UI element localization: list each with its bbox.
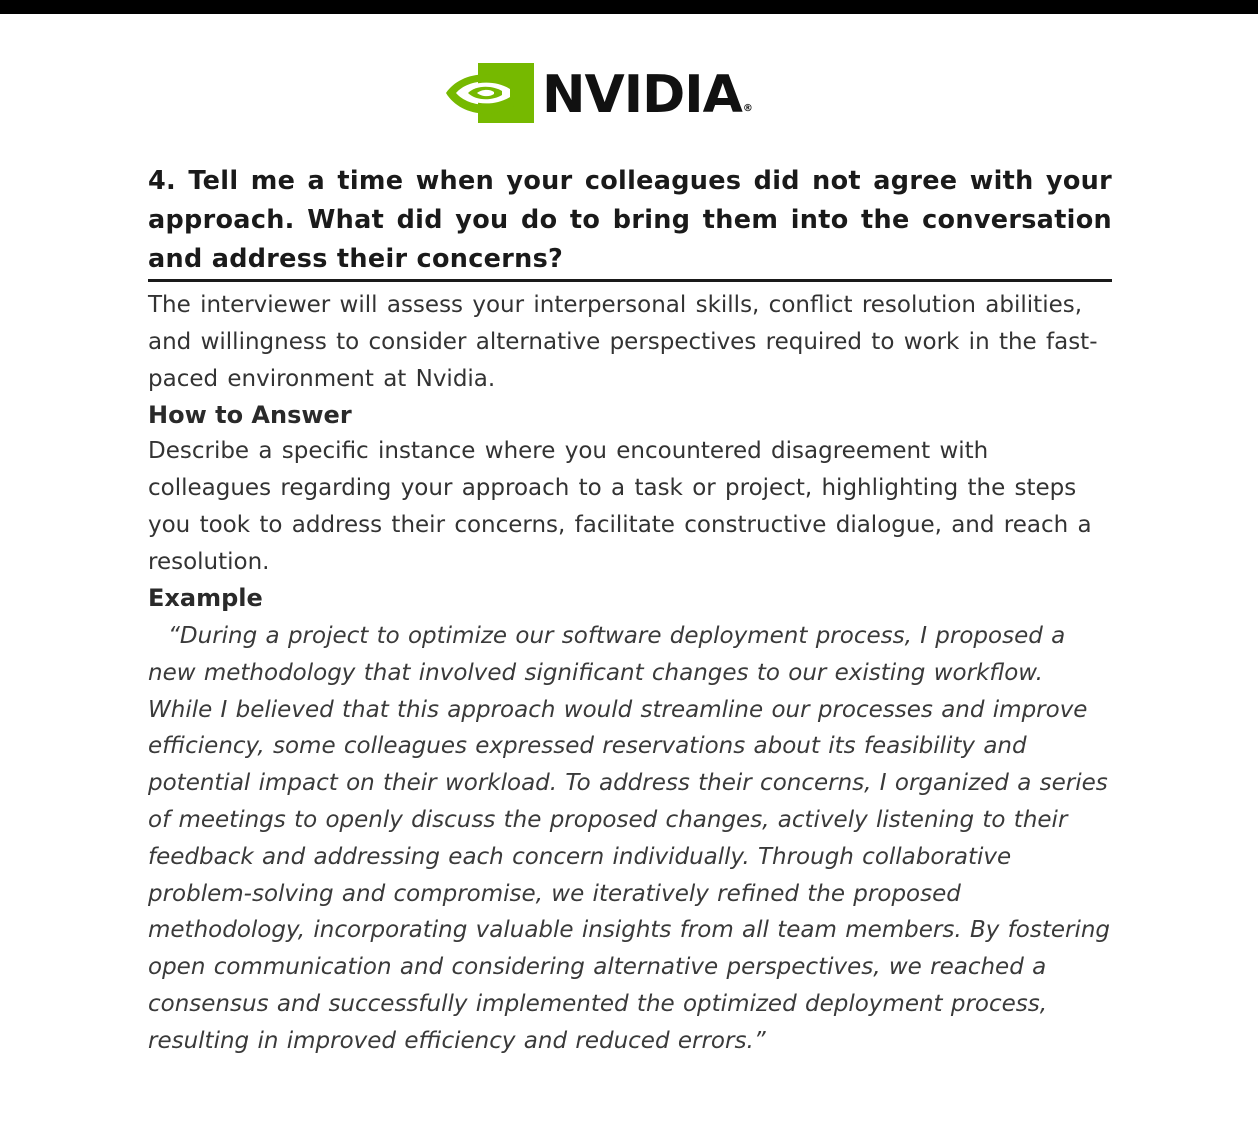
nvidia-logo	[444, 62, 753, 124]
top-black-bar	[0, 0, 1258, 14]
document-content	[148, 162, 1112, 1060]
example-heading: Example	[148, 584, 263, 612]
intro-paragraph: The interviewer will assess your interpersonal skills, conflict resolution abilities, and willingness to consider alternative perspectives required to work in the fast-paced environment at Nvidia.	[148, 292, 1098, 392]
question-heading: 4. Tell me a time when your colleagues did not agree with your approach. What did you do to bring them into the conversation and address their concerns?	[148, 162, 1112, 282]
example-paragraph: “During a project to optimize our software deployment process, I proposed a new methodology that involved significant changes to our existing workflow. While I believed that this approach would streamline our processes and improve efficiency, some colleagues expressed reservations about its feasibility and potential impact on their workload. To address their concerns, I organized a series of meetings to openly discuss the proposed changes, actively listening to their feedback and addressing each concern individually. Through collaborative problem-solving and compromise, we iteratively refined the proposed methodology, incorporating valuable insights from all team members. By fostering open communication and considering alternative perspectives, we reached a consensus and successfully implemented the optimized deployment process, resulting in improved efficiency and reduced errors.”	[148, 623, 1111, 1054]
how-to-answer-paragraph: Describe a specific instance where you encountered disagreement with colleagues regarding your approach to a task or project, highlighting the steps you took to address their concerns, facilitate constructive dialogue, and reach a resolution.	[148, 438, 1092, 575]
registered-mark: ®	[742, 103, 753, 114]
nvidia-wordmark: NVIDIA	[542, 65, 742, 125]
how-to-answer-heading: How to Answer	[148, 401, 352, 429]
nvidia-eye-logo-icon	[444, 63, 534, 123]
